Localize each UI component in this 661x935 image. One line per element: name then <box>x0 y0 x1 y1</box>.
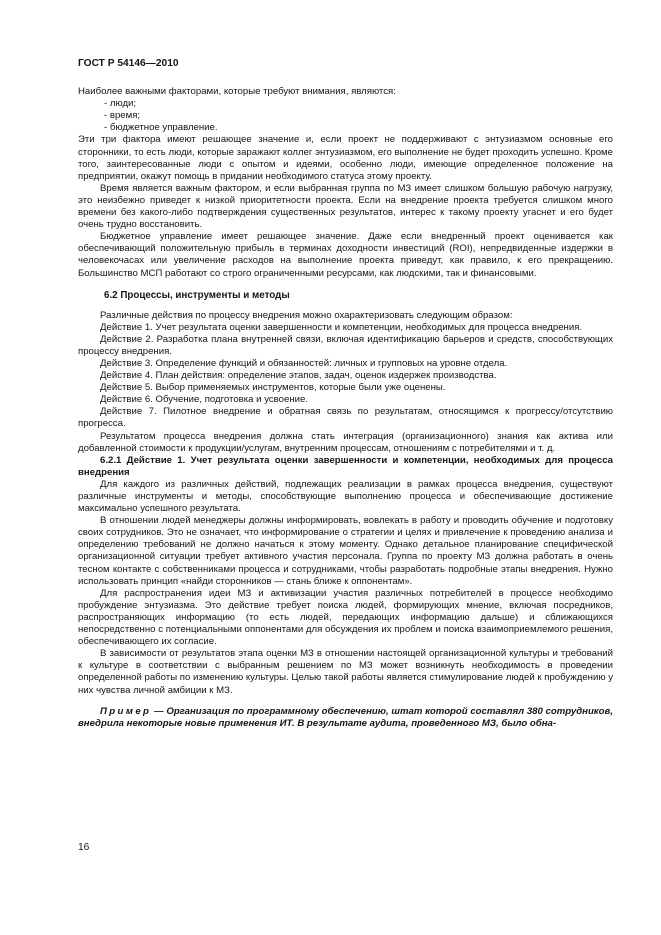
action-item-3: Действие 3. Определение функций и обязанностей: личных и групповых на уровне отдела. <box>100 357 508 369</box>
factor-item-people: - люди; <box>104 98 137 110</box>
section-heading: 6.2 Процессы, инструменты и методы <box>104 289 290 301</box>
example-text: — Организация по программному обеспечению, штат которой составлял 380 сотрудников, внедрила некоторые новые применения ИТ. В результате аудита, проведенного МЗ, было обна- <box>78 705 613 729</box>
intro-paragraph-1: Эти три фактора имеют решающее значение и, если проект не поддерживают с энтузиазмом основные его сторонники, то есть люди, которые заражают коллег энтузиазмом, его выполнение не будет проходить успешно. Кроме того, заинтересованные люди с опытом и идеями, особенно люди, имеющие определенное положение на предприятии, окажут помощь в придании необходимого статуса этому проекту. <box>78 134 613 182</box>
intro-paragraph-2: Время является важным фактором, и если выбранная группа по МЗ имеет слишком большую рабочую нагрузку, это неизбежно приведет к низкой приоритетности проекта. Если на внедрение проекта требуется слишком много времени без какого-либо подтверждения существенных результатов, интерес к такому проекту угаснет и его будет очень трудно восстановить. <box>78 182 613 231</box>
subsection-paragraph-4: В зависимости от результатов этапа оценки МЗ в отношении настоящей организационной культуры и требований к культуре в соответствии с выбранным решением по МЗ может возникнуть необходимость в проведении определенной работы по изменению культуры. Целью такой работы является стимулирование людей к пробуждению у них чувства личной амбиции к МЗ. <box>78 648 613 696</box>
example-label: Пример <box>100 705 152 717</box>
factor-item-time: - время; <box>104 110 141 122</box>
action-item-6: Действие 6. Обучение, подготовка и усвоение. <box>100 394 308 406</box>
example-note <box>78 706 613 730</box>
action-item-7: Действие 7. Пилотное внедрение и обратная связь по результатам, относящимся к прогрессу/отсутствию прогресса. <box>78 406 613 430</box>
section-result: Результатом процесса внедрения должна стать интеграция (организационного) знания как актива или добавленной стоимости к продукции/услугам, внутренним процессам, отношениям с потребителями и т. д. <box>78 430 613 454</box>
intro-lead: Наиболее важными факторами, которые требуют внимания, являются: <box>78 86 396 98</box>
section-lead: Различные действия по процессу внедрения можно охарактеризовать следующим образом: <box>100 309 513 321</box>
intro-paragraph-3: Бюджетное управление имеет решающее значение. Даже если внедренный проект оценивается как обеспечивающий положительную прибыль в терминах доходности инвестиций (ROI), непредвиденные издержки в человекочасах или увеличение расходов на выполнение проекта приведут, как правило, к его прекращению. Большинство МСП работают со строго ограниченными ресурсами, как людскими, так и финансовыми. <box>78 231 613 279</box>
subsection-paragraph-1: Для каждого из различных действий, подлежащих реализации в рамках процесса внедрения, существуют различные инструменты и методы, способствующие выполнению процесса и обеспечивающие достижение максимально успешного результата. <box>78 478 613 515</box>
subsection-paragraph-3: Для распространения идеи МЗ и активизации участия различных потребителей в процессе необходимо пробуждение энтузиазма. Это действие требует поиска людей, формирующих мнение, включая посредников, распространяющих информацию (то есть людей, передающих информацию дальше) и сближающихся непосредственно с потенциальными оппонентами для обсуждения их проблем и поиска взаимоприемлемого решения, обеспечивающего их согласие. <box>78 587 613 648</box>
action-item-1: Действие 1. Учет результата оценки завершенности и компетенции, необходимых для процесса внедрения. <box>100 321 583 333</box>
subsection-paragraph-2: В отношении людей менеджеры должны информировать, вовлекать в работу и проводить обучение и подготовку своих сотрудников. Это не означает, что информирование о стратегии и целях и привлечение к проведению анализа и определению требований не должно начаться к этому моменту. Однако детальное планирование специфической организационной ситуации требует активного участия персонала. Группа по проекту МЗ должна работать в очень тесном контакте с собственниками процесса и сотрудниками, чтобы разработать подробные этапы внедрения. Нужно использовать принцип «найди сторонников — стань ближе к оппонентам». <box>78 515 613 587</box>
standard-code: ГОСТ Р 54146—2010 <box>78 58 179 69</box>
page-number: 16 <box>78 842 90 853</box>
subsection-heading: 6.2.1 Действие 1. Учет результата оценки завершенности и компетенции, необходимых для процесса внедрения <box>78 454 613 478</box>
action-item-5: Действие 5. Выбор применяемых инструментов, которые были уже оценены. <box>100 382 446 394</box>
factor-item-budget: - бюджетное управление. <box>104 122 218 134</box>
action-item-2: Действие 2. Разработка плана внутренней связи, включая идентификацию барьеров и средств, способствующих процессу внедрения. <box>78 333 613 357</box>
action-item-4: Действие 4. План действия: определение этапов, задач, оценок издержек производства. <box>100 370 497 382</box>
